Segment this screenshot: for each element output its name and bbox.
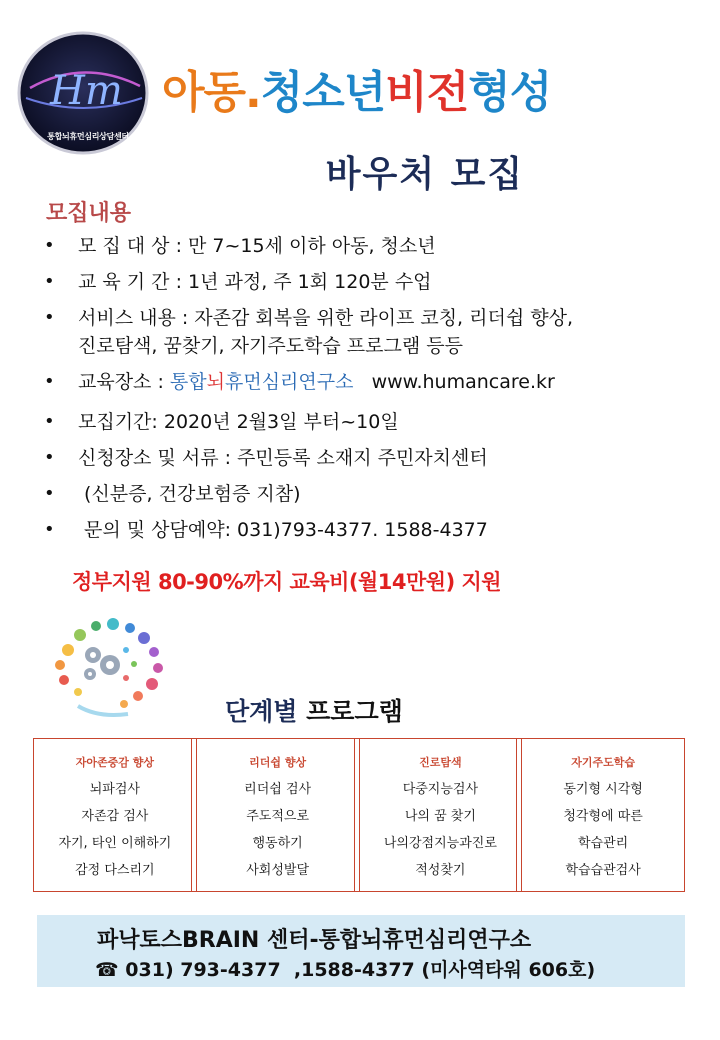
page-title: [162, 56, 712, 140]
program-item: 나의 꿈 찾기: [404, 809, 476, 824]
program-column-head: 리더쉽 향상: [249, 756, 307, 769]
list-item: [30, 516, 700, 544]
title-part-4: 형성: [468, 67, 552, 118]
bullet-icon: •: [44, 483, 55, 504]
recruit-heading: 모집내용: [46, 201, 132, 226]
program-item: 뇌파검사: [89, 782, 140, 797]
title-part-3: 비전: [385, 67, 469, 118]
program-column: [197, 739, 360, 891]
program-table: [33, 738, 685, 892]
program-column-head: 자기주도학습: [571, 756, 635, 769]
list-item: [30, 268, 700, 296]
list-item-text: (신분증, 건강보험증 지참): [78, 483, 301, 505]
footer-phone-text: 031) 793-4377 ,1588-4377 (미사역타워 606호): [118, 959, 596, 981]
program-item: 주도적으로: [246, 809, 310, 824]
list-item-text: 신청장소 및 서류 : 주민등록 소재지 주민자치센터: [78, 447, 488, 469]
list-item: [30, 232, 700, 260]
page-subtitle: 바우처 모집: [325, 154, 525, 195]
location-label: 교육장소 :: [78, 371, 170, 393]
list-item: [30, 408, 700, 436]
list-item-text: 모집기간: 2020년 2월3일 부터~10일: [78, 411, 399, 433]
bullet-icon: •: [44, 411, 55, 432]
program-item: 학습습관검사: [565, 863, 641, 878]
list-item-text: 교 육 기 간 : 1년 과정, 주 1회 120분 수업: [78, 271, 432, 293]
title-part-1: 아동.: [162, 67, 261, 118]
website-url: www.humancare.kr: [353, 371, 555, 393]
footer-org-name: 파낙토스BRAIN 센터-통합뇌휴먼심리연구소: [97, 928, 532, 953]
bullet-icon: •: [44, 371, 55, 392]
support-notice: 정부지원 80-90%까지 교육비(월14만원) 지원: [72, 570, 502, 594]
bullet-icon: •: [44, 307, 55, 328]
program-column: [360, 739, 523, 891]
logo-subtitle: 통합뇌휴먼심리상담센터: [47, 132, 129, 141]
program-item: 적성찾기: [415, 863, 466, 878]
program-item: 학습관리: [578, 836, 629, 851]
list-item: [30, 444, 700, 472]
org-name-part-3: 휴먼심리연구소: [224, 371, 354, 393]
program-column-head: 진로탐색: [419, 756, 462, 769]
footer-contact: [37, 915, 685, 987]
logo-letters: Hm: [50, 68, 123, 114]
program-column: [34, 739, 197, 891]
list-item: [30, 480, 700, 508]
program-item: 자존감 검사: [81, 809, 149, 824]
program-item: 다중지능검사: [402, 782, 479, 797]
list-item: [30, 304, 700, 360]
program-column: [522, 739, 684, 891]
title-part-2: 청소년: [260, 67, 386, 118]
list-item: [30, 368, 700, 396]
list-item-text-continued: 진로탐색, 꿈찾기, 자기주도학습 프로그램 등등: [78, 335, 463, 357]
program-title: [225, 692, 403, 728]
program-item: 자기, 타인 이해하기: [58, 836, 172, 851]
footer-phone: [95, 955, 595, 982]
brain-illustration: [38, 610, 186, 725]
list-item-text: 서비스 내용 : 자존감 회복을 위한 라이프 코칭, 리더쉽 향상,: [78, 307, 573, 329]
bullet-icon: •: [44, 271, 55, 292]
bullet-icon: •: [44, 519, 55, 540]
list-item-text: 모 집 대 상 : 만 7~15세 이하 아동, 청소년: [78, 235, 436, 257]
org-name-part-2: 뇌: [206, 371, 225, 393]
program-item: 행동하기: [252, 836, 303, 851]
brain-icon: [38, 610, 186, 725]
program-item: 리더쉽 검사: [244, 782, 312, 797]
program-item: 사회성발달: [246, 863, 310, 878]
logo: [8, 28, 158, 158]
program-item: 감정 다스리기: [75, 863, 155, 878]
phone-icon: ☎: [95, 959, 119, 981]
program-item: 청각형에 따른: [563, 809, 643, 824]
bullet-icon: •: [44, 447, 55, 468]
program-column-head: 자아존중감 향상: [75, 756, 154, 769]
program-item: 동기형 시각형: [563, 782, 643, 797]
org-name-part-1: 통합: [169, 371, 207, 393]
program-title-part-1: 단계별: [225, 697, 298, 726]
list-item-text: 문의 및 상담예약: 031)793-4377. 1588-4377: [78, 519, 488, 541]
program-title-part-2: 프로그램: [297, 697, 403, 726]
bullet-icon: •: [44, 235, 55, 256]
recruit-list: [30, 232, 700, 552]
program-item: 나의강점지능과진로: [383, 836, 497, 851]
